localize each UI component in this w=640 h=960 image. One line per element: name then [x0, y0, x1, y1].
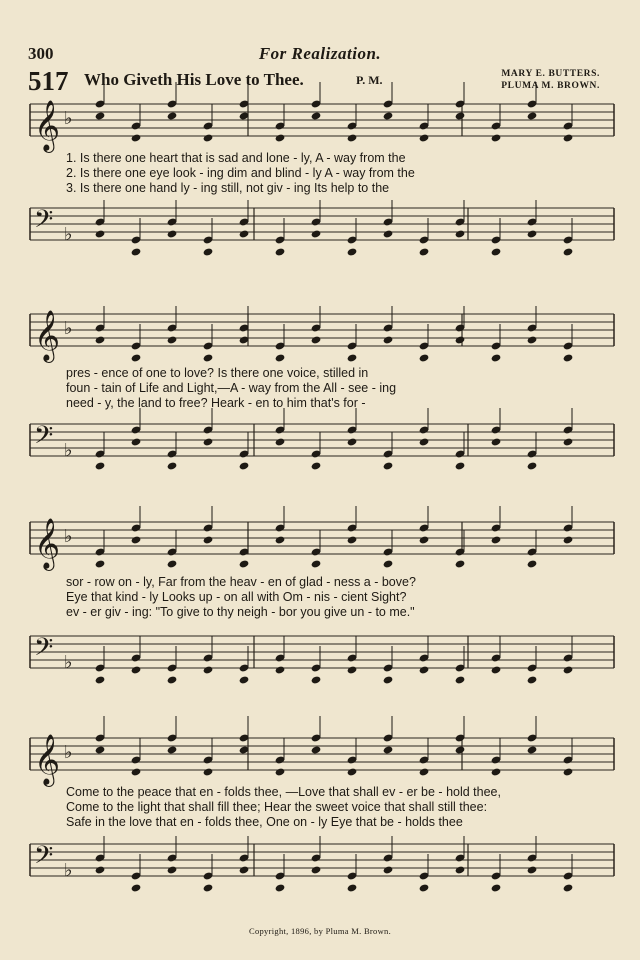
note-head [167, 111, 178, 120]
note-head [167, 461, 178, 470]
treble-clef-icon: 𝄞 [34, 734, 61, 785]
flat-icon: ♭ [64, 318, 73, 338]
note-head [383, 111, 394, 120]
note-head [419, 437, 430, 446]
flat-icon: ♭ [64, 652, 73, 672]
note-head [95, 335, 106, 344]
hymn-title: Who Giveth His Love to Thee. [84, 70, 304, 89]
meter-marking: P. M. [356, 73, 383, 87]
note-head [311, 229, 322, 238]
treble-staff [0, 514, 640, 574]
note-head [563, 883, 574, 892]
note-head [131, 437, 142, 446]
note-head [491, 665, 502, 674]
note-head [527, 865, 538, 874]
note-head [347, 767, 358, 776]
note-head [311, 745, 322, 754]
page-number: 300 [28, 44, 54, 63]
note-head [311, 461, 322, 470]
note-head [167, 335, 178, 344]
note-head [455, 335, 466, 344]
note-head [527, 559, 538, 568]
note-head [239, 675, 250, 684]
note-head [239, 559, 250, 568]
flat-icon: ♭ [64, 224, 73, 244]
note-head [95, 461, 106, 470]
note-head [347, 133, 358, 142]
note-head [455, 559, 466, 568]
note-head [527, 111, 538, 120]
note-head [383, 335, 394, 344]
note-head [203, 535, 214, 544]
note-head [419, 767, 430, 776]
note-head [131, 767, 142, 776]
treble-clef-icon: 𝄞 [34, 518, 61, 569]
note-head [419, 883, 430, 892]
note-head [131, 665, 142, 674]
note-head [383, 229, 394, 238]
note-head [275, 247, 286, 256]
words-credit: MARY E. BUTTERS. [501, 69, 600, 79]
note-head [455, 461, 466, 470]
note-head [311, 559, 322, 568]
note-head [131, 535, 142, 544]
verse-3-line: ev - er giv - ing: "To give to thy neigh - bor you give un - to me." [66, 605, 415, 619]
note-head [203, 353, 214, 362]
music-credit: PLUMA M. BROWN. [501, 81, 600, 91]
bass-staff [0, 836, 640, 896]
bass-clef-icon: 𝄢 [34, 841, 54, 876]
note-head [311, 335, 322, 344]
note-head [455, 675, 466, 684]
note-head [203, 133, 214, 142]
bass-clef-icon: 𝄢 [34, 633, 54, 668]
note-head [167, 745, 178, 754]
flat-icon: ♭ [64, 440, 73, 460]
note-head [95, 745, 106, 754]
flat-icon: ♭ [64, 742, 73, 762]
note-head [239, 865, 250, 874]
bass-staff [0, 416, 640, 476]
note-head [563, 535, 574, 544]
note-head [203, 883, 214, 892]
flat-icon: ♭ [64, 108, 73, 128]
treble-clef-icon: 𝄞 [34, 100, 61, 151]
note-head [275, 535, 286, 544]
author-credits [501, 68, 600, 92]
note-head [527, 461, 538, 470]
note-head [419, 535, 430, 544]
note-head [239, 229, 250, 238]
note-head [347, 883, 358, 892]
note-head [491, 437, 502, 446]
note-head [563, 437, 574, 446]
note-head [275, 133, 286, 142]
note-head [275, 767, 286, 776]
note-head [491, 767, 502, 776]
copyright-notice: Copyright, 1896, by Pluma M. Brown. [248, 926, 392, 936]
note-head [95, 865, 106, 874]
note-head [563, 133, 574, 142]
note-head [383, 865, 394, 874]
note-head [347, 665, 358, 674]
note-head [347, 247, 358, 256]
note-head [95, 559, 106, 568]
note-head [563, 353, 574, 362]
note-head [527, 675, 538, 684]
note-head [419, 133, 430, 142]
note-head [455, 111, 466, 120]
running-head: For Realization. [258, 44, 382, 63]
verse-3-line: need - y, the land to free? Heark - en to him that's for - [66, 396, 366, 410]
note-head [491, 247, 502, 256]
note-head [527, 229, 538, 238]
note-head [419, 353, 430, 362]
hymn-number: 517 [28, 66, 69, 96]
note-head [275, 665, 286, 674]
note-head [491, 535, 502, 544]
verse-1-line: pres - ence of one to love? Is there one voice, stilled in [66, 366, 369, 380]
note-head [419, 665, 430, 674]
treble-staff [0, 96, 640, 156]
note-head [131, 883, 142, 892]
note-head [311, 675, 322, 684]
note-head [491, 883, 502, 892]
note-head [383, 559, 394, 568]
note-head [383, 745, 394, 754]
note-head [167, 229, 178, 238]
note-head [347, 535, 358, 544]
note-head [131, 247, 142, 256]
note-head [95, 229, 106, 238]
note-head [275, 437, 286, 446]
note-head [527, 745, 538, 754]
note-head [203, 767, 214, 776]
verse-2-line: foun - tain of Life and Light,—A - way from the All - see - ing [66, 381, 397, 395]
note-head [419, 247, 430, 256]
bass-staff [0, 628, 640, 688]
note-head [203, 437, 214, 446]
note-head [167, 675, 178, 684]
note-head [275, 883, 286, 892]
note-head [455, 865, 466, 874]
note-head [95, 111, 106, 120]
treble-clef-icon: 𝄞 [34, 310, 61, 361]
note-head [383, 461, 394, 470]
note-head [347, 437, 358, 446]
note-head [311, 865, 322, 874]
note-head [203, 665, 214, 674]
note-head [203, 247, 214, 256]
note-head [527, 335, 538, 344]
note-head [455, 229, 466, 238]
note-head [311, 111, 322, 120]
note-head [383, 675, 394, 684]
note-head [239, 461, 250, 470]
note-head [95, 675, 106, 684]
note-head [131, 133, 142, 142]
verse-1-line: Come to the peace that en - folds thee, —Love that shall ev - er be - hold thee, [66, 785, 501, 799]
treble-staff [0, 730, 640, 790]
bass-clef-icon: 𝄢 [34, 421, 54, 456]
bass-clef-icon: 𝄢 [34, 205, 54, 240]
bass-staff [0, 200, 640, 260]
note-head [167, 865, 178, 874]
note-head [563, 247, 574, 256]
verse-3-line: 3. Is there one hand ly - ing still, not giv - ing Its help to the [66, 181, 390, 195]
verse-2-line: Come to the light that shall fill thee; Hear the sweet voice that shall still thee: [66, 800, 488, 814]
note-head [275, 353, 286, 362]
verse-2-line: 2. Is there one eye look - ing dim and blind - ly A - way from the [66, 166, 415, 180]
verse-2-line: Eye that kind - ly Looks up - on all with Om - nis - cient Sight? [66, 590, 407, 604]
treble-staff [0, 306, 640, 366]
verse-1-line: 1. Is there one heart that is sad and lone - ly, A - way from the [66, 151, 406, 165]
flat-icon: ♭ [64, 860, 73, 880]
verse-3-line: Safe in the love that en - folds thee, One on - ly Eye that be - holds thee [66, 815, 463, 829]
note-head [491, 353, 502, 362]
note-head [563, 767, 574, 776]
note-head [131, 353, 142, 362]
note-head [455, 745, 466, 754]
note-head [167, 559, 178, 568]
verse-1-line: sor - row on - ly, Far from the heav - en of glad - ness a - bove? [66, 575, 416, 589]
note-head [491, 133, 502, 142]
note-head [347, 353, 358, 362]
flat-icon: ♭ [64, 526, 73, 546]
note-head [563, 665, 574, 674]
